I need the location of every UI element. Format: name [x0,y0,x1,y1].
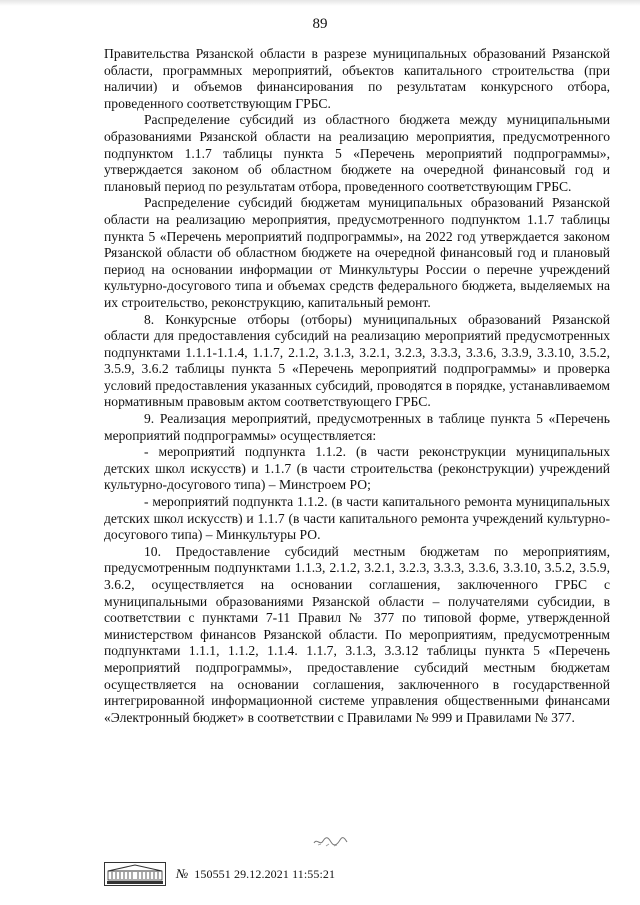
paragraph-item-8: 8. Конкурсные отборы (отборы) муниципальных образований Рязанской области для предоставления субсидий на реализацию мероприятий предусмотренных подпунктами 1.1.1-1.1.4, 1.1.7, 2.1.2, 3.1.3, 3.2.1, 3.2.3, 3.3.3, 3.3.6, 3.3.9, 3.3.10, 3.5.2, 3.5.9, 3.6.2 таблицы пункта 5 «Перечень мероприятий подпрограммы» и проверка условий предоставления указанных субсидий, проводятся в порядке, устанавливаемом нормативным правовым актом соответствующего ГРБС. [104,311,610,410]
paragraph-distribution-1: Распределение субсидий из областного бюджета между муниципальными образованиями Рязанской области на реализацию мероприятия, предусмотренного подпунктом 1.1.7 таблицы пункта 5 «Перечень мероприятий подпрограммы», утверждается законом об областном бюджете на очередной финансовый год и плановый период по результатам отбора, проведенного соответствующим ГРБС. [104,112,610,194]
paragraph-item-9: 9. Реализация мероприятий, предусмотренных в таблице пункта 5 «Перечень мероприятий подпрограммы» осуществляется: [104,411,610,443]
registration-stamp: 150551 29.12.2021 11:55:21 [194,866,336,881]
ministry-building-logo-icon [104,862,166,886]
paragraph-continuation: Правительства Рязанской области в разрезе муниципальных образований Рязанской области, программных мероприятий, объектов капитального строительства (при наличии) и объемов финансирования по результатам конкурсного отбора, проведенного соответствующим ГРБС. [104,46,610,111]
list-item-minkultury: - мероприятий подпункта 1.1.2. (в части капитального ремонта муниципальных детских школ искусств) и 1.1.7 (в части капитального ремонта учреждений культурно-досугового типа) – Минкультуры РО. [104,494,610,543]
document-body [104,46,610,726]
document-footer [104,862,335,886]
document-number-sign: № [176,866,189,881]
list-item-minstroy: - мероприятий подпункта 1.1.2. (в части реконструкции муниципальных детских школ искусств) и 1.1.7 (в части строительства (реконструкции) учреждений культурно-досугового типа) – Минстроем РО; [104,444,610,493]
scan-top-edge [0,0,640,6]
paragraph-item-10: 10. Предоставление субсидий местным бюджетам по мероприятиям, предусмотренным подпунктами 1.1.3, 2.1.2, 3.2.1, 3.2.3, 3.3.3, 3.3.6, 3.3.10, 3.5.2, 3.5.9, 3.6.2, осуществляется на основании соглашения, заключенного ГРБС с муниципальными образованиями Рязанской области – получателями субсидии, в соответствии с пунктами 7-11 Правил № 377 по типовой форме, утвержденной министерством финансов Рязанской области. По мероприятиям, предусмотренным подпунктами 1.1.1, 1.1.2, 1.1.4. 1.1.7, 3.1.3, 3.3.12 таблицы пункта 5 «Перечень мероприятий подпрограммы», предоставление субсидий местным бюджетам осуществляется на основании соглашения, заключенного в государственной интегрированной информационной системе управления общественными финансами «Электронный бюджет» в соответствии с Правилами № 999 и Правилами № 377. [104,543,610,725]
paragraph-distribution-2: Распределение субсидий бюджетам муниципальных образований Рязанской области на реализацию мероприятия, предусмотренного подпунктом 1.1.7 таблицы пункта 5 «Перечень мероприятий подпрограммы», на 2022 год утверждается законом Рязанской области об областном бюджете на очередной финансовый год и плановый период на основании информации от Минкультуры России о перечне учреждений культурно-досугового типа и объемах средств федерального бюджета, выделяемых на их строительство, реконструкцию, капитальный ремонт. [104,195,610,310]
page-number: 89 [312,16,328,32]
handwritten-mark [312,834,348,848]
